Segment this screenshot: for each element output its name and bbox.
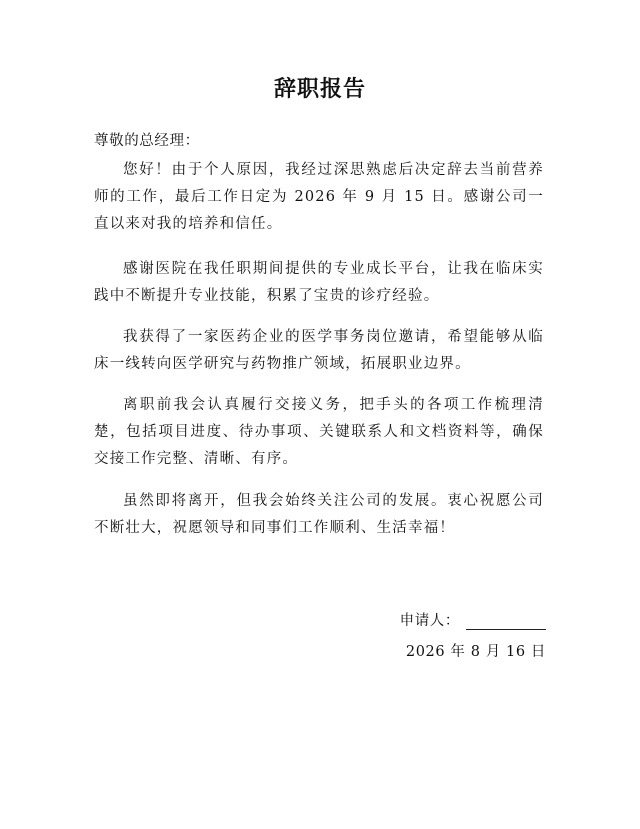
signature-line	[466, 613, 546, 630]
signature-row	[400, 609, 546, 633]
applicant-label: 申请人：	[399, 613, 460, 629]
salutation: 尊敬的总经理：	[94, 133, 200, 149]
paragraph-closing: 虽然即将离开，但我会始终关注公司的发展。衷心祝愿公司不断壮大，祝愿领导和同事们工作顺利、生活幸福！	[94, 493, 544, 536]
paragraph-handover: 离职前我会认真履行交接义务，把手头的各项工作梳理清楚，包括项目进度、待办事项、关键联系人和文档资料等，确保交接工作完整、清晰、有序。	[94, 397, 544, 467]
paragraph-opening: 您好！由于个人原因，我经过深思熟虑后决定辞去当前营养师的工作，最后工作日定为 2026 年 9 月 15 日。感谢公司一直以来对我的培养和信任。	[94, 162, 544, 232]
letter-date: 2026 年 8 月 16 日	[405, 644, 546, 660]
paragraph-gratitude: 感谢医院在我任职期间提供的专业成长平台，让我在临床实践中不断提升专业技能，积累了宝贵的诊疗经验。	[94, 261, 544, 304]
paragraph-reason: 我获得了一家医药企业的医学事务岗位邀请，希望能够从临床一线转向医学研究与药物推广领域，拓展职业边界。	[94, 329, 544, 372]
document-title: 辞职报告	[273, 77, 366, 102]
